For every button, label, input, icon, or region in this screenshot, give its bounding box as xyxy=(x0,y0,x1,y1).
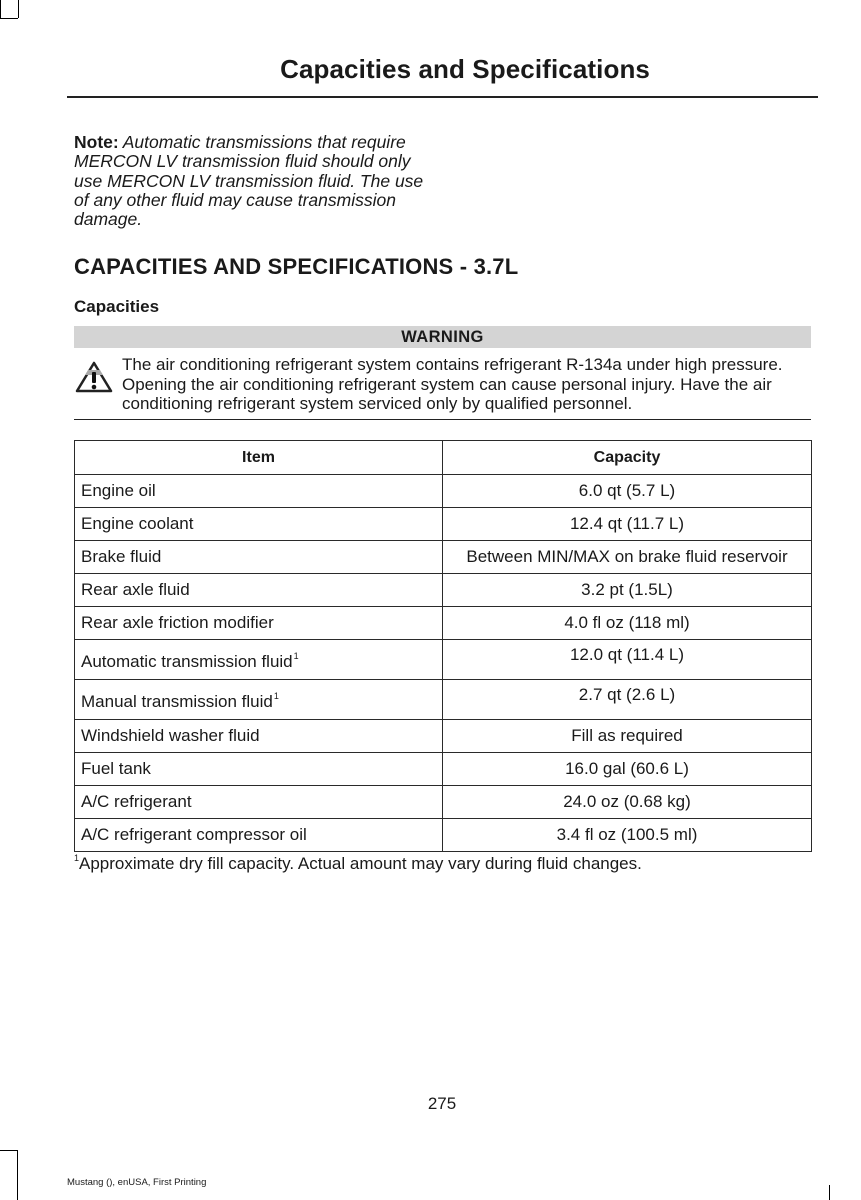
capacity-cell: 6.0 qt (5.7 L) xyxy=(443,475,812,508)
crop-mark xyxy=(0,1150,18,1151)
table-row xyxy=(75,508,812,541)
item-cell: Engine oil xyxy=(75,475,443,508)
table-row xyxy=(75,786,812,819)
note-text: Automatic transmissions that require MERCON LV transmission fluid should only use MERCON LV transmission fluid. The use of any other fluid may cause transmission damage. xyxy=(74,132,424,230)
note-label: Note: xyxy=(74,132,119,152)
table-row xyxy=(75,574,812,607)
capacity-cell: 16.0 gal (60.6 L) xyxy=(443,753,812,786)
crop-mark xyxy=(17,1150,18,1200)
table-row xyxy=(75,819,812,852)
crop-mark xyxy=(829,1185,830,1200)
item-cell: Brake fluid xyxy=(75,541,443,574)
table-row xyxy=(75,541,812,574)
footnote-marker: 1 xyxy=(293,651,299,661)
item-cell xyxy=(75,640,443,680)
table-row xyxy=(75,475,812,508)
capacity-cell: 4.0 fl oz (118 ml) xyxy=(443,607,812,640)
table-row xyxy=(75,640,812,680)
capacity-cell: 12.4 qt (11.7 L) xyxy=(443,508,812,541)
capacity-cell: 24.0 oz (0.68 kg) xyxy=(443,786,812,819)
section-heading: CAPACITIES AND SPECIFICATIONS - 3.7L xyxy=(74,254,519,279)
page-title: Capacities and Specifications xyxy=(280,54,650,84)
table-row xyxy=(75,607,812,640)
title-divider xyxy=(67,96,818,98)
page-number: 275 xyxy=(427,1094,457,1113)
column-header-capacity: Capacity xyxy=(443,441,812,475)
table-row xyxy=(75,680,812,720)
capacities-table xyxy=(74,440,812,852)
warning-text: The air conditioning refrigerant system contains refrigerant R-134a under high pressure. Opening the air conditioning refrigerant system can cause personal injury. Have the air conditioning refrigerant system serviced only by qualified personnel. xyxy=(122,355,783,413)
item-cell: Fuel tank xyxy=(75,753,443,786)
capacity-cell: Fill as required xyxy=(443,720,812,753)
table-header-row xyxy=(75,441,812,475)
footnote-marker: 1 xyxy=(273,691,279,701)
item-cell: Rear axle fluid xyxy=(75,574,443,607)
capacity-cell: 2.7 qt (2.6 L) xyxy=(443,680,812,720)
crop-mark xyxy=(18,0,19,18)
warning-label: WARNING xyxy=(74,326,811,348)
item-cell: A/C refrigerant compressor oil xyxy=(75,819,443,852)
item-cell xyxy=(75,680,443,720)
item-label: Manual transmission fluid xyxy=(81,692,273,711)
item-label: Automatic transmission fluid xyxy=(81,652,293,671)
item-cell: Rear axle friction modifier xyxy=(75,607,443,640)
item-cell: A/C refrigerant xyxy=(75,786,443,819)
warning-divider xyxy=(74,419,811,420)
crop-mark xyxy=(0,0,1,18)
column-header-item: Item xyxy=(75,441,443,475)
capacity-cell: 3.2 pt (1.5L) xyxy=(443,574,812,607)
crop-mark xyxy=(0,18,18,19)
footnote xyxy=(74,853,642,874)
note-block xyxy=(74,133,434,229)
footnote-text: Approximate dry fill capacity. Actual amount may vary during fluid changes. xyxy=(79,854,642,873)
warning-triangle-icon xyxy=(74,360,114,394)
capacity-cell: 3.4 fl oz (100.5 ml) xyxy=(443,819,812,852)
capacity-cell: 12.0 qt (11.4 L) xyxy=(443,640,812,680)
table-row xyxy=(75,720,812,753)
footnote-marker: 1 xyxy=(74,853,80,863)
item-cell: Engine coolant xyxy=(75,508,443,541)
table-row xyxy=(75,753,812,786)
capacity-cell: Between MIN/MAX on brake fluid reservoir xyxy=(443,541,812,574)
print-info: Mustang (), enUSA, First Printing xyxy=(67,1177,207,1188)
item-cell: Windshield washer fluid xyxy=(75,720,443,753)
sub-heading: Capacities xyxy=(74,297,160,316)
